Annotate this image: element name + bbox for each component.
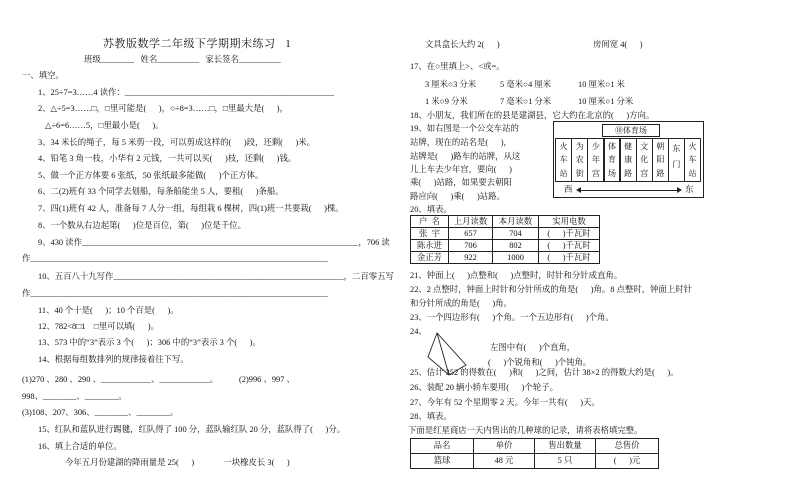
question-line: 998、________、________。 bbox=[22, 392, 127, 401]
station-char: 康 bbox=[624, 155, 633, 165]
station bbox=[684, 138, 701, 182]
question-line: 3、34 米长的绳子，每 5 米剪一段，可以剪成这样的( )段，还剩( )米。 bbox=[38, 138, 316, 147]
electricity-table bbox=[410, 215, 600, 264]
station-char: 为 bbox=[575, 142, 584, 152]
question-line: 10、五百八十九写作_______________________________________________________，二百零五写 bbox=[38, 272, 394, 281]
table-cell: 802 bbox=[493, 240, 539, 252]
question-line: 和分针所成的角是( )角。 bbox=[410, 299, 512, 308]
station-list bbox=[556, 138, 701, 182]
question-line: 14、根据每组数排列的规律接着往下写。 bbox=[38, 355, 189, 364]
question-line: 21、钟面上( )点整和( )点整时，时针和分针成直角。 bbox=[410, 271, 623, 280]
station-char: 年 bbox=[591, 155, 600, 165]
table-row bbox=[411, 240, 600, 252]
question-line: 25、估计 352 的得数在( )和( )之间，估计 38×2 的得数大约是( )。 bbox=[410, 368, 679, 377]
station-char: 健 bbox=[624, 142, 633, 152]
question-line: (3)108、207、306、________、________。 bbox=[22, 408, 179, 417]
question-line: 作_______________________________________________________________________ bbox=[22, 254, 328, 263]
station bbox=[668, 138, 685, 182]
table-cell: 706 bbox=[449, 240, 493, 252]
question-line: 20、填表。 bbox=[410, 205, 452, 214]
question-line: 乘( )站路，如果要去朝阳 bbox=[410, 178, 512, 187]
question-line: 24、 bbox=[410, 327, 427, 336]
station-char: 宫 bbox=[591, 168, 600, 178]
question-line: 19、如右图是一个公交车站的 bbox=[410, 124, 519, 133]
table-cell: 704 bbox=[493, 228, 539, 240]
table-row bbox=[411, 252, 600, 264]
ball-sales-table bbox=[410, 438, 659, 469]
question-line: 儿上车去少年宫，要向( ) bbox=[410, 165, 512, 174]
question-line: 今年五月份建湖的降雨量是 25( ) 一块橡皮长 3( ) bbox=[65, 458, 290, 467]
station-char: 火 bbox=[559, 142, 568, 152]
table-cell: 48 元 bbox=[474, 454, 535, 469]
question-line: 5、做一个正方体要 6 张纸，50 张纸最多能做( )个正方体。 bbox=[38, 171, 264, 180]
table-cell: 金正芳 bbox=[411, 252, 449, 264]
question-line: 27、今年有 52 个星期零 2 天。今年一共有( )天。 bbox=[410, 398, 600, 407]
question-line: 左图中有( )个直角， bbox=[490, 343, 576, 352]
question-line: 28、填表。 bbox=[410, 412, 452, 421]
station bbox=[620, 138, 637, 182]
station-char: 文 bbox=[640, 142, 649, 152]
station-char: 体 bbox=[607, 142, 616, 152]
station-current bbox=[604, 138, 621, 182]
station-char: 路 bbox=[656, 168, 665, 178]
student-info-line: 班级________ 姓名__________ 家长签名__________ bbox=[84, 55, 281, 64]
table-header: 上月读数 bbox=[449, 216, 493, 228]
station bbox=[636, 138, 653, 182]
compare-item: 3 厘米○3 分米 bbox=[425, 80, 477, 89]
bus-stop-sign bbox=[553, 121, 704, 198]
table-cell: 657 bbox=[449, 228, 493, 240]
question-line: 22、2 点整时，钟面上时针和分针所成的角是( )角。8 点整时，钟面上时针 bbox=[410, 285, 692, 294]
table-header: 本月读数 bbox=[493, 216, 539, 228]
question-line: 7、四(1)班有 42 人，准备每 7 人分一组，每组栽 6 棵树，四(1)班一共要栽( )棵。 bbox=[38, 204, 344, 213]
station bbox=[652, 138, 669, 182]
question-line: (1)270 、280 、290 、____________、____________。 (2)996 、997 、 bbox=[22, 375, 295, 384]
question-line: 房间宽 4( ) bbox=[593, 40, 643, 49]
question-line: 站牌是( )路车的站牌，从这 bbox=[410, 152, 521, 161]
question-line: 作_______________________________________________________________________ bbox=[22, 289, 328, 298]
station-char: 阳 bbox=[656, 155, 665, 165]
question-line: 站牌，现在的站名是( )， bbox=[410, 138, 512, 147]
east-label: 东 bbox=[685, 185, 694, 194]
station-char: 宫 bbox=[640, 168, 649, 178]
station-char: 东 bbox=[672, 143, 681, 153]
table-cell: 陈永进 bbox=[411, 240, 449, 252]
station bbox=[555, 138, 572, 182]
compare-item: 5 毫米○4 厘米 bbox=[500, 80, 552, 89]
table-header-row bbox=[411, 439, 659, 454]
station-char: 站 bbox=[559, 168, 568, 178]
table-row bbox=[411, 228, 600, 240]
table-cell: ( )千瓦时 bbox=[539, 228, 600, 240]
station-char: 育 bbox=[607, 155, 616, 165]
question-line: 路应向( )乘( )站路。 bbox=[410, 192, 505, 201]
page-title: 苏教版数学二年级下学期期末练习 1 bbox=[103, 38, 292, 50]
table-header-row bbox=[411, 216, 600, 228]
table-cell: ( )千瓦时 bbox=[539, 252, 600, 264]
question-line: 4、铅笔 3 角一枝，小华有 2 元钱，一共可以买( )枝，还剩( )钱。 bbox=[38, 154, 297, 163]
question-line: 12、782<8□1 □里可以填( )。 bbox=[38, 322, 159, 331]
question-line: 6、二(2)班有 33 个同学去划船，每条船能坐 5 人，要租( )条船。 bbox=[38, 187, 284, 196]
table-cell: 5 只 bbox=[535, 454, 596, 469]
section-title: 一、填空。 bbox=[22, 71, 64, 80]
station-char: 站 bbox=[688, 168, 697, 178]
table-header: 户 名 bbox=[411, 216, 449, 228]
compare-item: 7 毫米○1 分米 bbox=[500, 97, 552, 106]
table-cell: 922 bbox=[449, 252, 493, 264]
station-char: 场 bbox=[607, 168, 616, 178]
station-char: 火 bbox=[688, 142, 697, 152]
question-line: △÷6=6……5，□里最小是( )。 bbox=[45, 121, 164, 130]
table-cell: ( )千瓦时 bbox=[539, 240, 600, 252]
question-line: 9、430 读作__________________________________________________________________，706 读 bbox=[38, 238, 390, 247]
station-char: 化 bbox=[640, 155, 649, 165]
compare-item: 1 米○9 分米 bbox=[425, 97, 468, 106]
station-char: 路 bbox=[624, 168, 633, 178]
question-line: 2、△÷5=3……□，□里可能是( )，○÷8=3……□，□里最大是( )， bbox=[38, 104, 288, 113]
question-line: 13、573 中的“3”表示 3 个( )；306 中的“3”表示 3 个( )。 bbox=[38, 338, 261, 347]
west-label: 西 bbox=[564, 185, 573, 194]
question-line: 1、25÷7=3……4 读作：__________________________________________________ bbox=[38, 88, 335, 97]
question-line: 11、40 个十是( )；10 个百是( )。 bbox=[38, 306, 179, 315]
table-header: 品名 bbox=[411, 439, 474, 454]
table-header: 单价 bbox=[474, 439, 535, 454]
station-char: 街 bbox=[575, 168, 584, 178]
question-line: 23、一个四边形有( )个角。一个五边形有( )个角。 bbox=[410, 313, 614, 322]
compare-item: 10 厘米○1 分米 bbox=[578, 97, 634, 106]
table-cell: ( )元 bbox=[596, 454, 659, 469]
table-header: 实用电数 bbox=[539, 216, 600, 228]
question-line: 26、装配 20 辆小轿车要用( )个轮子。 bbox=[410, 383, 558, 392]
question-line: 8、一个数从右边起第( )位是百位，第( )位是千位。 bbox=[38, 221, 246, 230]
station-char: 朝 bbox=[656, 142, 665, 152]
station-char: 门 bbox=[672, 159, 681, 169]
arrow-right-icon bbox=[677, 187, 682, 193]
question-line: 15、红队和蓝队进行踢毽，红队得了 100 分，蓝队输红队 20 分，蓝队得了( )分。 bbox=[38, 425, 346, 434]
table-cell: 篮球 bbox=[411, 454, 474, 469]
table-header: 总售价 bbox=[596, 439, 659, 454]
table-cell: 张 宇 bbox=[411, 228, 449, 240]
direction-line bbox=[578, 190, 678, 191]
table-header: 售出数量 bbox=[535, 439, 596, 454]
compare-item: 10 厘米○1 米 bbox=[578, 80, 625, 89]
bus-stop-sign-title: ⑩体育场 bbox=[602, 124, 660, 137]
question-line: 下面是红星商店一天内售出的几种球的记录，请将表格填完整。 bbox=[408, 426, 643, 435]
station-char: 车 bbox=[559, 155, 568, 165]
station-char: 农 bbox=[575, 155, 584, 165]
question-line: 17、在○里填上>、<或=。 bbox=[410, 62, 505, 71]
table-row bbox=[411, 454, 659, 469]
station bbox=[571, 138, 588, 182]
question-line: 18、小朋友，我们所在的县是建湖县，它大约在北京的( )方向。 bbox=[410, 111, 655, 120]
station-char: 车 bbox=[688, 155, 697, 165]
question-line: 16、填上合适的单位。 bbox=[38, 442, 122, 451]
table-cell: 1000 bbox=[493, 252, 539, 264]
question-line: 文具盒长大约 2( ) bbox=[425, 40, 500, 49]
question-line: ( )个锐角和( )个钝角。 bbox=[488, 358, 592, 367]
station-char: 少 bbox=[591, 142, 600, 152]
station bbox=[587, 138, 604, 182]
